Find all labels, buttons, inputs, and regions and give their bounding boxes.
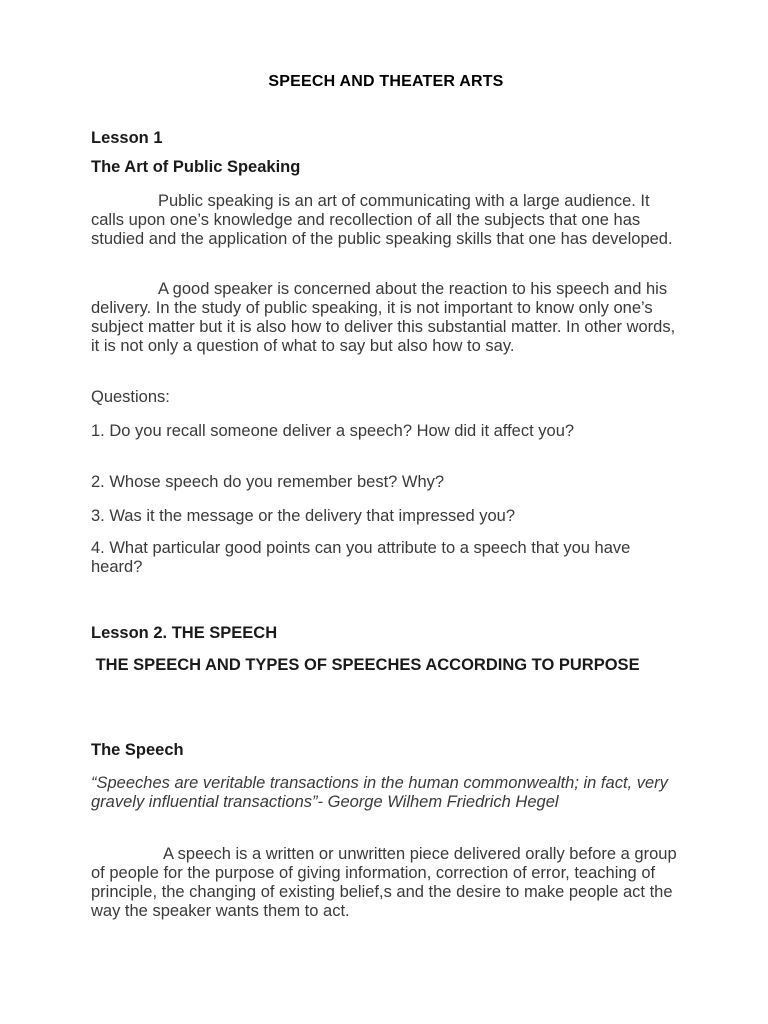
questions-label: Questions: [91,388,170,406]
lesson-2-subheading: The Speech [91,741,184,759]
question-item-2: 2. Whose speech do you remember best? Why? [91,473,445,491]
hegel-quote: “Speeches are veritable transactions in the human commonwealth; in fact, very gravely influential transactions”- George Wilhem Friedrich Hegel [91,774,668,811]
lesson-1-subtitle: The Art of Public Speaking [91,158,301,176]
lesson-2-paragraph-1: A speech is a written or unwritten piece delivered orally before a group of people for the purpose of giving information, correction of error, teaching of principle, the changing of existing belief,s and the desire to make people act the way the speaker wants them to act. [91,845,677,920]
lesson-1-paragraph-2: A good speaker is concerned about the reaction to his speech and his delivery. In the study of public speaking, it is not important to know only one’s subject matter but it is also how to deliver this substantial matter. In other words, it is not only a question of what to say but also how to say. [91,280,676,355]
lesson-2-label: Lesson 2. THE SPEECH [91,624,278,642]
question-item-4: 4. What particular good points can you attribute to a speech that you have heard? [91,539,631,576]
question-item-1: 1. Do you recall someone deliver a speech? How did it affect you? [91,422,575,440]
question-item-3: 3. Was it the message or the delivery that impressed you? [91,507,516,525]
lesson-2-section-title: THE SPEECH AND TYPES OF SPEECHES ACCORDING TO PURPOSE [91,656,640,674]
lesson-1-label: Lesson 1 [91,129,163,147]
document-title: SPEECH AND THEATER ARTS [268,73,504,90]
lesson-1-paragraph-1: Public speaking is an art of communicating with a large audience. It calls upon one’s knowledge and recollection of all the subjects that one has studied and the application of the public speaking skills that one has developed. [91,192,673,248]
